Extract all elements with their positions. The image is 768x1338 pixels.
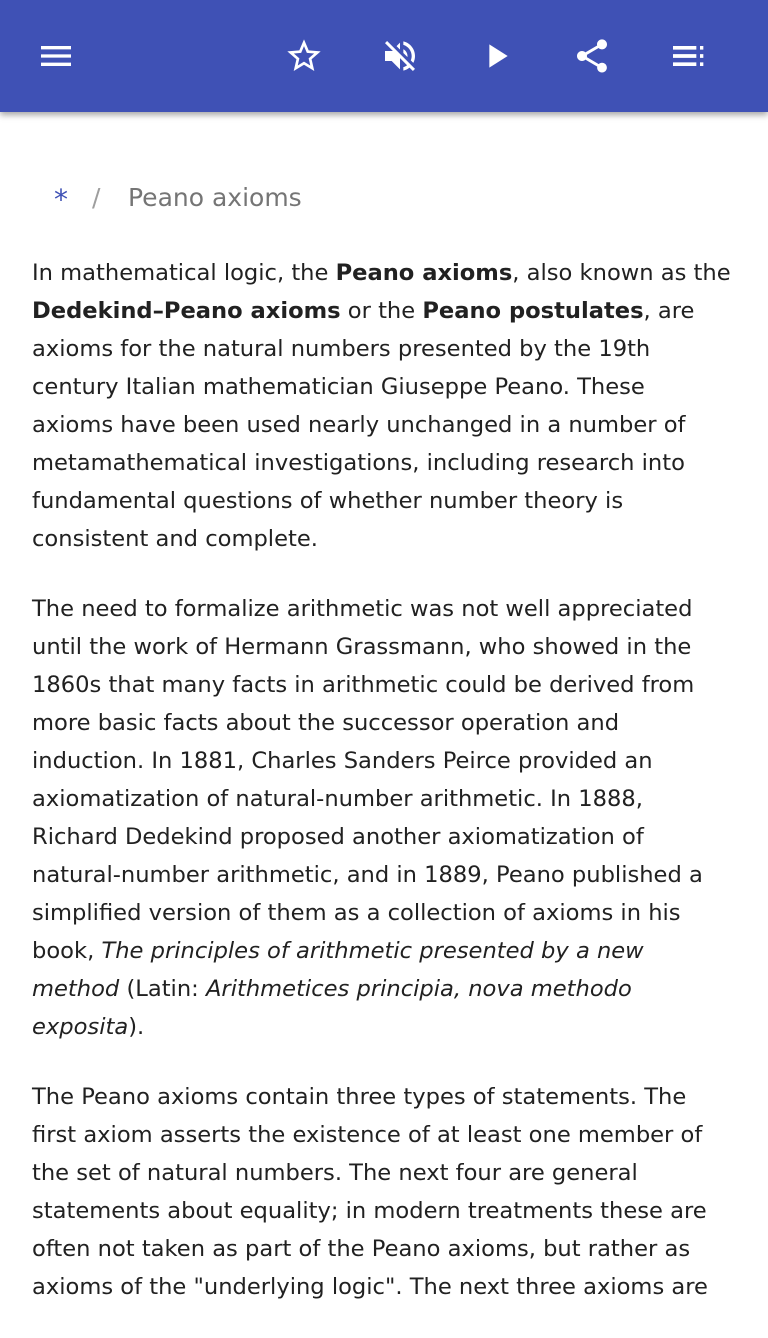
share-button[interactable] <box>560 24 624 88</box>
star-outline-icon <box>284 36 324 76</box>
breadcrumb-current: Peano axioms <box>128 183 302 212</box>
breadcrumb <box>0 170 768 226</box>
paragraph-3: The Peano axioms contain three types of statements. The first axiom asserts the existence of at least one member of the set of natural numbers. The next four are general statements about equality; in modern treatments these are often not taken as part of the Peano axioms, but rather as axioms of the "underlying logic". The next three axioms are <box>32 1084 708 1300</box>
term-dedekind-peano-axioms: Dedekind–Peano axioms <box>32 298 341 324</box>
book-title-latin: Arithmetices principia, nova methodo exposita <box>32 976 632 1040</box>
book-title-english: The principles of arithmetic presented by a new method <box>32 938 644 1002</box>
term-peano-axioms: Peano axioms <box>335 260 513 286</box>
paragraph-1: In mathematical logic, the Peano axioms, also known as the Dedekind–Peano axioms or the Peano postulates, are axioms for the natural numbers presented by the 19th century Italian mathematician Giuseppe Peano. These axioms have been used nearly unchanged in a number of metamathematical investigations, including research into fundamental questions of whether number theory is consistent and complete. <box>32 260 731 552</box>
breadcrumb-home-link[interactable]: * <box>54 183 68 216</box>
paragraph-2: The need to formalize arithmetic was not well appreciated until the work of Hermann Grassmann, who showed in the 1860s that many facts in arithmetic could be derived from more basic facts about the successor operation and induction. In 1881, Charles Sanders Peirce provided an axiomatization of natural-number arithmetic. In 1888, Richard Dedekind proposed another axiomatization of natural-number arithmetic, and in 1889, Peano published a simplified version of them as a collection of axioms in his book, The principles of arithmetic presented by a new method (Latin: Arithmetices principia, nova methodo exposita). <box>32 596 703 1040</box>
playlist-icon <box>668 36 708 76</box>
play-button[interactable] <box>464 24 528 88</box>
app-bar <box>0 0 768 112</box>
breadcrumb-separator: / <box>92 183 101 212</box>
favorite-button[interactable] <box>272 24 336 88</box>
menu-button[interactable] <box>24 24 88 88</box>
menu-icon <box>36 36 76 76</box>
term-peano-postulates: Peano postulates <box>422 298 644 324</box>
contents-button[interactable] <box>656 24 720 88</box>
mute-button[interactable] <box>368 24 432 88</box>
play-icon <box>476 36 516 76</box>
article-body <box>32 254 732 1338</box>
share-icon <box>572 36 612 76</box>
volume-off-icon <box>380 36 420 76</box>
